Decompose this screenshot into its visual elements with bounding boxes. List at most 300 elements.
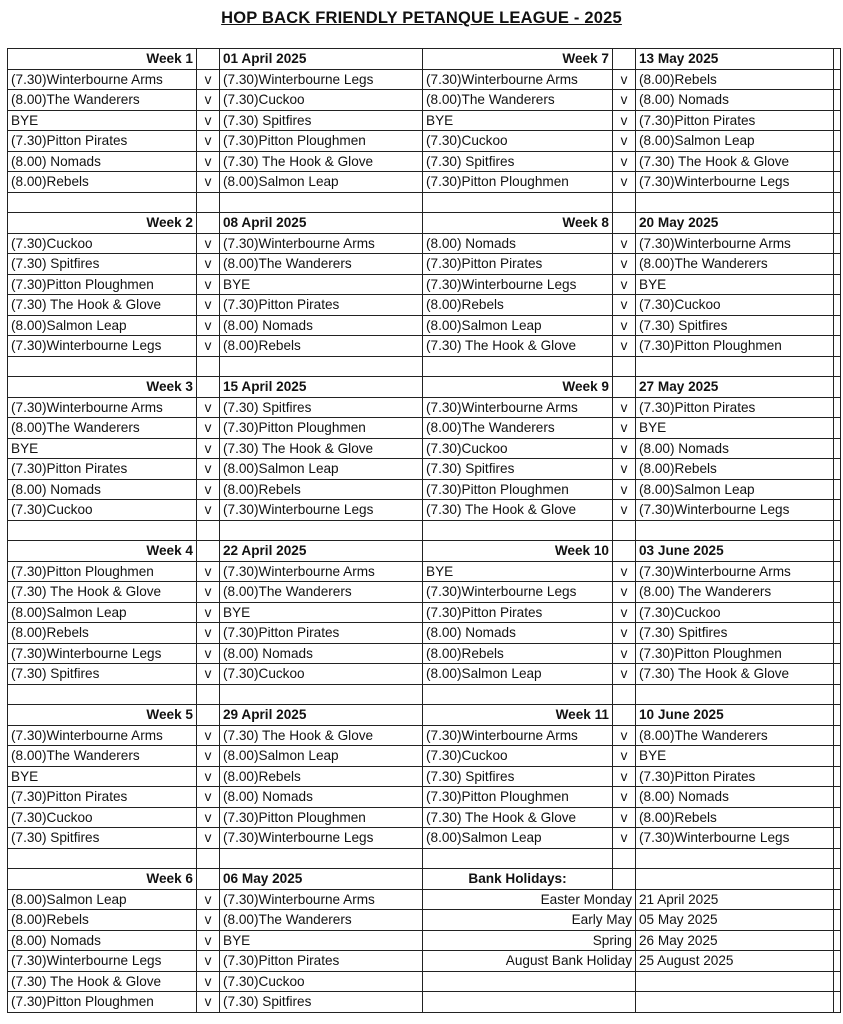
week-header-row bbox=[8, 705, 841, 726]
home-team: (7.30)Pitton Pirates bbox=[8, 787, 197, 808]
blank-cell bbox=[636, 684, 834, 705]
vs-label: v bbox=[197, 828, 220, 849]
vs-label: v bbox=[197, 172, 220, 193]
match-row bbox=[8, 336, 841, 357]
home-team: (8.00)Salmon Leap bbox=[423, 828, 613, 849]
away-team: (7.30) The Hook & Glove bbox=[636, 664, 834, 685]
home-team: (7.30)Pitton Ploughmen bbox=[423, 172, 613, 193]
edge-cell bbox=[834, 602, 841, 623]
away-team: (7.30) Spitfires bbox=[220, 992, 423, 1013]
away-team: BYE bbox=[220, 274, 423, 295]
week-label: Week 1 bbox=[8, 49, 197, 70]
vs-label: v bbox=[613, 295, 636, 316]
vs-label: v bbox=[197, 971, 220, 992]
edge-cell bbox=[834, 561, 841, 582]
vs-label: v bbox=[197, 930, 220, 951]
blank-cell bbox=[423, 971, 636, 992]
home-team: (8.00)Salmon Leap bbox=[423, 315, 613, 336]
blank-cell bbox=[8, 520, 197, 541]
away-team: (7.30)Pitton Ploughmen bbox=[636, 643, 834, 664]
home-team: (7.30) Spitfires bbox=[8, 664, 197, 685]
week-date: 27 May 2025 bbox=[636, 377, 834, 398]
away-team: (7.30)Winterbourne Legs bbox=[220, 828, 423, 849]
vs-label: v bbox=[197, 459, 220, 480]
edge-cell bbox=[834, 254, 841, 275]
vs-label: v bbox=[197, 746, 220, 767]
match-row bbox=[8, 623, 841, 644]
vs-label: v bbox=[197, 664, 220, 685]
match-row bbox=[8, 582, 841, 603]
away-team: (8.00)Rebels bbox=[220, 336, 423, 357]
vs-label: v bbox=[613, 131, 636, 152]
away-team: (7.30) Spitfires bbox=[220, 397, 423, 418]
edge-cell bbox=[834, 664, 841, 685]
edge-cell bbox=[834, 889, 841, 910]
home-team: (7.30) Spitfires bbox=[8, 828, 197, 849]
vs-label: v bbox=[197, 418, 220, 439]
vs-label: v bbox=[613, 110, 636, 131]
week-date: 13 May 2025 bbox=[636, 49, 834, 70]
blank-cell bbox=[423, 192, 613, 213]
blank-cell bbox=[613, 848, 636, 869]
vs-label: v bbox=[197, 274, 220, 295]
match-row bbox=[8, 151, 841, 172]
vs-label: v bbox=[613, 643, 636, 664]
home-team: (8.00)The Wanderers bbox=[8, 90, 197, 111]
away-team: (7.30)Cuckoo bbox=[220, 90, 423, 111]
week-label: Week 5 bbox=[8, 705, 197, 726]
away-team: (7.30) The Hook & Glove bbox=[220, 438, 423, 459]
match-row bbox=[8, 930, 841, 951]
away-team: (7.30)Pitton Ploughmen bbox=[636, 336, 834, 357]
home-team: (7.30)Cuckoo bbox=[423, 131, 613, 152]
vs-label: v bbox=[613, 787, 636, 808]
spacer-row bbox=[8, 848, 841, 869]
vs-spacer bbox=[613, 377, 636, 398]
edge-cell bbox=[834, 930, 841, 951]
edge-cell bbox=[834, 705, 841, 726]
fixtures-table bbox=[7, 48, 841, 1013]
away-team: (8.00)Salmon Leap bbox=[636, 131, 834, 152]
blank-cell bbox=[636, 848, 834, 869]
home-team: (7.30)Pitton Pirates bbox=[423, 254, 613, 275]
blank-cell bbox=[834, 848, 841, 869]
away-team: (8.00)Rebels bbox=[636, 807, 834, 828]
blank-cell bbox=[613, 684, 636, 705]
blank-cell bbox=[197, 192, 220, 213]
spacer-row bbox=[8, 356, 841, 377]
match-row bbox=[8, 438, 841, 459]
vs-label: v bbox=[613, 315, 636, 336]
blank-cell bbox=[636, 971, 834, 992]
vs-label: v bbox=[613, 254, 636, 275]
match-row bbox=[8, 131, 841, 152]
vs-spacer bbox=[197, 705, 220, 726]
blank-cell bbox=[220, 684, 423, 705]
home-team: (7.30) The Hook & Glove bbox=[8, 295, 197, 316]
home-team: (7.30)Cuckoo bbox=[8, 500, 197, 521]
vs-label: v bbox=[197, 766, 220, 787]
home-team: BYE bbox=[423, 110, 613, 131]
vs-label: v bbox=[613, 561, 636, 582]
home-team: (7.30)Pitton Ploughmen bbox=[423, 479, 613, 500]
away-team: (8.00)The Wanderers bbox=[220, 254, 423, 275]
blank-cell bbox=[8, 356, 197, 377]
week-date: 29 April 2025 bbox=[220, 705, 423, 726]
vs-label: v bbox=[197, 315, 220, 336]
vs-label: v bbox=[197, 254, 220, 275]
home-team: (8.00) Nomads bbox=[8, 151, 197, 172]
away-team: BYE bbox=[636, 418, 834, 439]
blank-cell bbox=[423, 356, 613, 377]
week-date: 15 April 2025 bbox=[220, 377, 423, 398]
edge-cell bbox=[834, 418, 841, 439]
home-team: (7.30)Winterbourne Legs bbox=[8, 951, 197, 972]
blank-cell bbox=[423, 992, 636, 1013]
away-team: (7.30)Winterbourne Arms bbox=[220, 561, 423, 582]
week-label: Week 7 bbox=[423, 49, 613, 70]
away-team: (8.00)Salmon Leap bbox=[220, 172, 423, 193]
home-team: BYE bbox=[423, 561, 613, 582]
blank-cell bbox=[613, 356, 636, 377]
home-team: (7.30)Winterbourne Arms bbox=[423, 397, 613, 418]
match-row bbox=[8, 746, 841, 767]
week-header-row bbox=[8, 541, 841, 562]
home-team: (7.30)Pitton Pirates bbox=[8, 459, 197, 480]
match-row bbox=[8, 295, 841, 316]
home-team: (7.30)Winterbourne Legs bbox=[423, 274, 613, 295]
blank-cell bbox=[197, 684, 220, 705]
vs-spacer bbox=[197, 49, 220, 70]
away-team: (7.30)Winterbourne Arms bbox=[220, 889, 423, 910]
away-team: (8.00) Nomads bbox=[636, 438, 834, 459]
match-row bbox=[8, 971, 841, 992]
vs-label: v bbox=[613, 725, 636, 746]
away-team: (7.30)Winterbourne Legs bbox=[636, 500, 834, 521]
vs-label: v bbox=[197, 725, 220, 746]
blank-cell bbox=[8, 192, 197, 213]
bank-holiday-name: Easter Monday bbox=[423, 889, 636, 910]
edge-cell bbox=[834, 274, 841, 295]
home-team: (8.00) Nomads bbox=[8, 930, 197, 951]
edge-cell bbox=[834, 110, 841, 131]
edge-cell bbox=[834, 725, 841, 746]
blank-cell bbox=[834, 192, 841, 213]
edge-cell bbox=[834, 295, 841, 316]
blank-cell bbox=[636, 520, 834, 541]
week-date: 06 May 2025 bbox=[220, 869, 423, 890]
blank-cell bbox=[613, 192, 636, 213]
bank-holiday-date: 05 May 2025 bbox=[636, 910, 834, 931]
vs-label: v bbox=[613, 90, 636, 111]
home-team: (8.00)The Wanderers bbox=[8, 746, 197, 767]
home-team: (7.30)Pitton Ploughmen bbox=[8, 274, 197, 295]
match-row bbox=[8, 992, 841, 1013]
week-date: 03 June 2025 bbox=[636, 541, 834, 562]
vs-label: v bbox=[613, 151, 636, 172]
vs-spacer bbox=[197, 869, 220, 890]
away-team: (8.00)The Wanderers bbox=[636, 254, 834, 275]
edge-cell bbox=[834, 397, 841, 418]
away-team: (7.30)Winterbourne Arms bbox=[220, 233, 423, 254]
match-row bbox=[8, 418, 841, 439]
away-team: (8.00)Rebels bbox=[220, 479, 423, 500]
vs-label: v bbox=[197, 643, 220, 664]
home-team: BYE bbox=[8, 438, 197, 459]
away-team: (7.30) The Hook & Glove bbox=[220, 151, 423, 172]
week-label: Week 2 bbox=[8, 213, 197, 234]
edge-cell bbox=[834, 541, 841, 562]
vs-spacer bbox=[197, 377, 220, 398]
vs-label: v bbox=[197, 623, 220, 644]
away-team: (7.30)Pitton Pirates bbox=[220, 623, 423, 644]
vs-label: v bbox=[197, 397, 220, 418]
away-team: (7.30) The Hook & Glove bbox=[220, 725, 423, 746]
match-row bbox=[8, 233, 841, 254]
away-team: (8.00) Nomads bbox=[636, 90, 834, 111]
week-label: Week 6 bbox=[8, 869, 197, 890]
blank-cell bbox=[636, 869, 834, 890]
edge-cell bbox=[834, 213, 841, 234]
home-team: (7.30)Winterbourne Legs bbox=[8, 336, 197, 357]
vs-label: v bbox=[613, 438, 636, 459]
home-team: (7.30)Pitton Pirates bbox=[8, 131, 197, 152]
week-header-row bbox=[8, 377, 841, 398]
vs-label: v bbox=[613, 397, 636, 418]
away-team: (7.30)Winterbourne Arms bbox=[636, 233, 834, 254]
blank-cell bbox=[197, 356, 220, 377]
home-team: (7.30) The Hook & Glove bbox=[423, 336, 613, 357]
edge-cell bbox=[834, 233, 841, 254]
edge-cell bbox=[834, 131, 841, 152]
edge-cell bbox=[834, 766, 841, 787]
home-team: (8.00)Rebels bbox=[423, 295, 613, 316]
match-row bbox=[8, 397, 841, 418]
edge-cell bbox=[834, 971, 841, 992]
edge-cell bbox=[834, 459, 841, 480]
edge-cell bbox=[834, 500, 841, 521]
match-row bbox=[8, 766, 841, 787]
edge-cell bbox=[834, 49, 841, 70]
home-team: (7.30)Cuckoo bbox=[8, 807, 197, 828]
away-team: (7.30)Winterbourne Legs bbox=[220, 69, 423, 90]
match-row bbox=[8, 172, 841, 193]
home-team: (7.30) Spitfires bbox=[423, 151, 613, 172]
home-team: (7.30)Pitton Ploughmen bbox=[8, 992, 197, 1013]
away-team: (8.00)Salmon Leap bbox=[220, 459, 423, 480]
edge-cell bbox=[834, 623, 841, 644]
vs-label: v bbox=[197, 336, 220, 357]
edge-cell bbox=[834, 992, 841, 1013]
week-label: Week 8 bbox=[423, 213, 613, 234]
edge-cell bbox=[834, 336, 841, 357]
vs-label: v bbox=[613, 828, 636, 849]
home-team: (7.30)Pitton Pirates bbox=[423, 602, 613, 623]
blank-cell bbox=[423, 520, 613, 541]
edge-cell bbox=[834, 951, 841, 972]
vs-label: v bbox=[197, 233, 220, 254]
bank-holidays-heading: Bank Holidays: bbox=[423, 869, 613, 890]
vs-label: v bbox=[613, 479, 636, 500]
page-title: HOP BACK FRIENDLY PETANQUE LEAGUE - 2025 bbox=[221, 9, 622, 27]
away-team: (7.30)Pitton Pirates bbox=[636, 110, 834, 131]
vs-label: v bbox=[197, 479, 220, 500]
blank-cell bbox=[220, 520, 423, 541]
edge-cell bbox=[834, 377, 841, 398]
match-row bbox=[8, 274, 841, 295]
blank-cell bbox=[834, 684, 841, 705]
vs-label: v bbox=[197, 295, 220, 316]
match-row bbox=[8, 725, 841, 746]
away-team: (7.30)Cuckoo bbox=[220, 664, 423, 685]
away-team: (8.00)Salmon Leap bbox=[220, 746, 423, 767]
home-team: (8.00) Nomads bbox=[423, 623, 613, 644]
match-row bbox=[8, 254, 841, 275]
week-date: 22 April 2025 bbox=[220, 541, 423, 562]
match-row bbox=[8, 479, 841, 500]
home-team: (8.00)The Wanderers bbox=[8, 418, 197, 439]
away-team: (7.30)Pitton Pirates bbox=[220, 295, 423, 316]
vs-label: v bbox=[197, 582, 220, 603]
vs-label: v bbox=[613, 807, 636, 828]
away-team: (8.00)Salmon Leap bbox=[636, 479, 834, 500]
blank-cell bbox=[220, 848, 423, 869]
home-team: (7.30)Winterbourne Legs bbox=[8, 643, 197, 664]
vs-label: v bbox=[197, 110, 220, 131]
match-row bbox=[8, 807, 841, 828]
away-team: (7.30)Pitton Ploughmen bbox=[220, 807, 423, 828]
home-team: (7.30) Spitfires bbox=[423, 459, 613, 480]
bank-holiday-date: 26 May 2025 bbox=[636, 930, 834, 951]
away-team: (8.00)Rebels bbox=[220, 766, 423, 787]
away-team: (7.30)Winterbourne Arms bbox=[636, 561, 834, 582]
away-team: BYE bbox=[220, 602, 423, 623]
spacer-row bbox=[8, 684, 841, 705]
away-team: (7.30)Winterbourne Legs bbox=[220, 500, 423, 521]
match-row bbox=[8, 787, 841, 808]
home-team: (7.30)Cuckoo bbox=[423, 438, 613, 459]
vs-label: v bbox=[197, 807, 220, 828]
week-date: 10 June 2025 bbox=[636, 705, 834, 726]
away-team: (8.00) Nomads bbox=[636, 787, 834, 808]
vs-label: v bbox=[613, 172, 636, 193]
away-team: (7.30)Cuckoo bbox=[636, 602, 834, 623]
vs-label: v bbox=[197, 992, 220, 1013]
home-team: (8.00)Rebels bbox=[8, 623, 197, 644]
week-label: Week 9 bbox=[423, 377, 613, 398]
home-team: (8.00)Rebels bbox=[8, 910, 197, 931]
vs-label: v bbox=[613, 274, 636, 295]
vs-label: v bbox=[613, 766, 636, 787]
vs-label: v bbox=[613, 233, 636, 254]
vs-label: v bbox=[613, 582, 636, 603]
away-team: (7.30) Spitfires bbox=[220, 110, 423, 131]
blank-cell bbox=[220, 192, 423, 213]
away-team: (7.30)Pitton Pirates bbox=[220, 951, 423, 972]
match-row bbox=[8, 889, 841, 910]
home-team: (7.30)Winterbourne Arms bbox=[8, 69, 197, 90]
blank-cell bbox=[8, 684, 197, 705]
blank-cell bbox=[613, 520, 636, 541]
away-team: (7.30)Cuckoo bbox=[636, 295, 834, 316]
edge-cell bbox=[834, 69, 841, 90]
vs-label: v bbox=[197, 910, 220, 931]
blank-cell bbox=[834, 520, 841, 541]
home-team: (8.00)Salmon Leap bbox=[8, 315, 197, 336]
away-team: (7.30)Pitton Ploughmen bbox=[220, 131, 423, 152]
away-team: (7.30)Winterbourne Legs bbox=[636, 828, 834, 849]
vs-label: v bbox=[613, 336, 636, 357]
vs-label: v bbox=[197, 602, 220, 623]
edge-cell bbox=[834, 869, 841, 890]
week-date: 20 May 2025 bbox=[636, 213, 834, 234]
match-row bbox=[8, 110, 841, 131]
week-label: Week 10 bbox=[423, 541, 613, 562]
vs-label: v bbox=[197, 500, 220, 521]
home-team: (7.30) The Hook & Glove bbox=[8, 582, 197, 603]
vs-spacer bbox=[613, 705, 636, 726]
match-row bbox=[8, 561, 841, 582]
edge-cell bbox=[834, 90, 841, 111]
vs-label: v bbox=[613, 418, 636, 439]
home-team: (8.00)Salmon Leap bbox=[8, 602, 197, 623]
home-team: (7.30)Pitton Ploughmen bbox=[8, 561, 197, 582]
home-team: (7.30)Winterbourne Arms bbox=[8, 725, 197, 746]
home-team: (7.30)Winterbourne Arms bbox=[423, 69, 613, 90]
vs-label: v bbox=[197, 69, 220, 90]
blank-cell bbox=[8, 848, 197, 869]
home-team: (7.30)Pitton Ploughmen bbox=[423, 787, 613, 808]
home-team: (7.30)Winterbourne Arms bbox=[423, 725, 613, 746]
away-team: (7.30) The Hook & Glove bbox=[636, 151, 834, 172]
home-team: (7.30)Cuckoo bbox=[423, 746, 613, 767]
away-team: (7.30) Spitfires bbox=[636, 315, 834, 336]
away-team: (7.30)Pitton Pirates bbox=[636, 397, 834, 418]
edge-cell bbox=[834, 828, 841, 849]
bank-holiday-date: 21 April 2025 bbox=[636, 889, 834, 910]
week-label: Week 4 bbox=[8, 541, 197, 562]
home-team: (7.30)Winterbourne Legs bbox=[423, 582, 613, 603]
bank-holiday-date: 25 August 2025 bbox=[636, 951, 834, 972]
blank-cell bbox=[423, 848, 613, 869]
home-team: (8.00)Rebels bbox=[423, 643, 613, 664]
vs-label: v bbox=[613, 69, 636, 90]
match-row bbox=[8, 315, 841, 336]
match-row bbox=[8, 664, 841, 685]
match-row bbox=[8, 459, 841, 480]
away-team: (7.30)Cuckoo bbox=[220, 971, 423, 992]
away-team: (7.30)Pitton Pirates bbox=[636, 766, 834, 787]
week-header-row bbox=[8, 49, 841, 70]
home-team: (8.00)Salmon Leap bbox=[423, 664, 613, 685]
vs-label: v bbox=[197, 787, 220, 808]
edge-cell bbox=[834, 787, 841, 808]
blank-cell bbox=[636, 192, 834, 213]
home-team: (7.30) The Hook & Glove bbox=[423, 500, 613, 521]
away-team: (7.30) Spitfires bbox=[636, 623, 834, 644]
home-team: (8.00) Nomads bbox=[8, 479, 197, 500]
match-row bbox=[8, 828, 841, 849]
vs-label: v bbox=[197, 151, 220, 172]
vs-label: v bbox=[613, 623, 636, 644]
vs-label: v bbox=[197, 561, 220, 582]
week-date: 08 April 2025 bbox=[220, 213, 423, 234]
bank-holiday-name: Spring bbox=[423, 930, 636, 951]
blank-cell bbox=[197, 520, 220, 541]
vs-spacer bbox=[613, 213, 636, 234]
match-row bbox=[8, 69, 841, 90]
home-team: (7.30)Winterbourne Arms bbox=[8, 397, 197, 418]
